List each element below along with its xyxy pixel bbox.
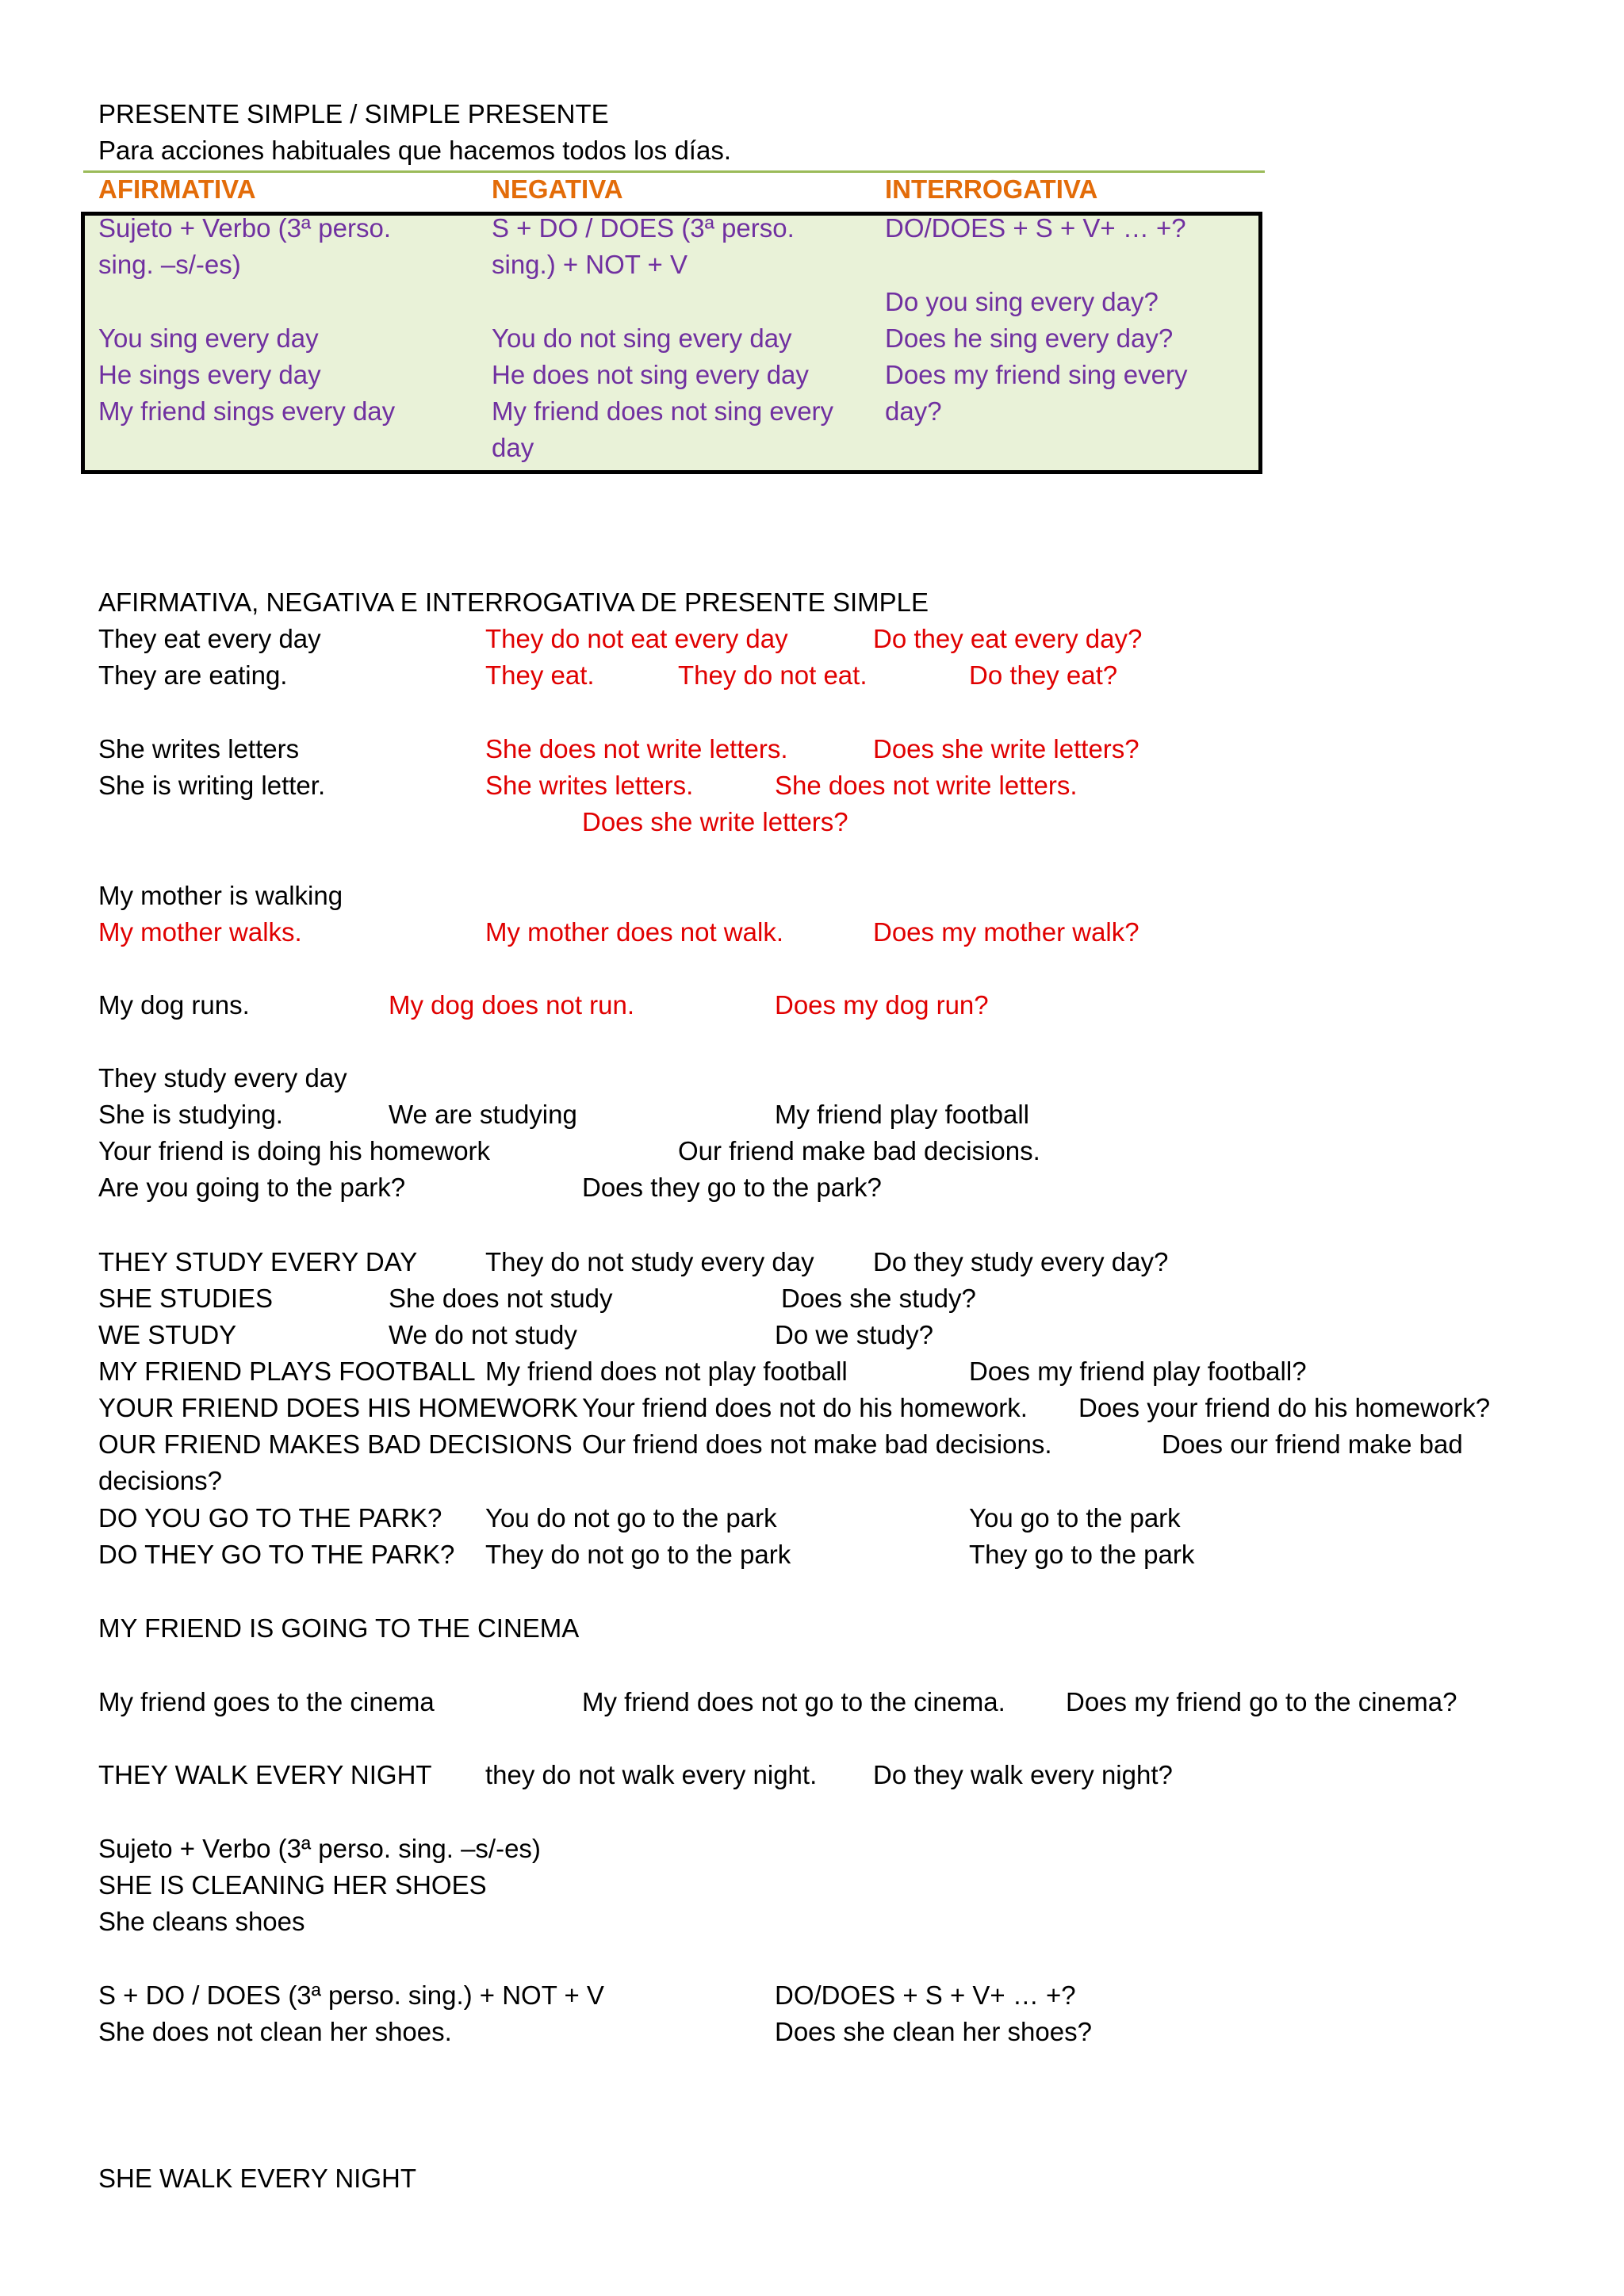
exercise-sentence: Does our friend make bad xyxy=(1162,1429,1463,1459)
exercise-sentence: Does your friend do his homework? xyxy=(1078,1393,1491,1422)
negativa-rule: S + DO / DOES (3ª perso. xyxy=(492,213,795,243)
exercise-sentence: SHE IS CLEANING HER SHOES xyxy=(98,1870,487,1900)
table-header-afirmativa: AFIRMATIVA xyxy=(98,174,256,204)
exercise-sentence: She is studying. xyxy=(98,1100,283,1129)
rule-text: DO/DOES + S + V+ … +? xyxy=(775,1980,1076,2010)
exercise-sentence: SHE WALK EVERY NIGHT xyxy=(98,2164,416,2193)
exercise-sentence: Do they walk every night? xyxy=(873,1760,1173,1789)
exercise-sentence: Your friend does not do his homework. xyxy=(582,1393,1028,1422)
exercise-sentence: She is writing letter. xyxy=(98,771,326,800)
exercise-answer: Do they eat every day? xyxy=(873,624,1143,653)
page-title: PRESENTE SIMPLE / SIMPLE PRESENTE xyxy=(98,99,609,128)
exercise-sentence: OUR FRIEND MAKES BAD DECISIONS xyxy=(98,1429,573,1459)
negativa-example: He does not sing every day xyxy=(492,360,809,389)
exercise-answer: She does not write letters. xyxy=(775,771,1078,800)
afirmativa-example: He sings every day xyxy=(98,360,321,389)
exercise-sentence: Your friend is doing his homework xyxy=(98,1136,491,1165)
exercise-sentence: They do not study every day xyxy=(485,1247,814,1276)
exercise-sentence: They eat every day xyxy=(98,624,321,653)
exercise-answer: They do not eat every day xyxy=(485,624,788,653)
exercise-sentence: THEY STUDY EVERY DAY xyxy=(98,1247,418,1276)
exercise-sentence: Are you going to the park? xyxy=(98,1173,406,1202)
interrogativa-example: Does he sing every day? xyxy=(885,323,1174,353)
exercise-sentence: You go to the park xyxy=(969,1503,1181,1533)
exercise-sentence: She cleans shoes xyxy=(98,1907,305,1936)
exercise-sentence: We do not study xyxy=(389,1320,577,1349)
exercise-sentence: She does not study xyxy=(389,1284,613,1313)
exercise-answer: Does she write letters? xyxy=(873,734,1139,763)
exercise-sentence: They go to the park xyxy=(969,1540,1195,1569)
exercise-answer: They eat. xyxy=(485,660,595,690)
exercise-sentence: She writes letters xyxy=(98,734,300,763)
exercise-sentence: We are studying xyxy=(389,1100,577,1129)
interrogativa-example: Does my friend sing every xyxy=(885,360,1188,389)
exercise-sentence: SHE STUDIES xyxy=(98,1284,274,1313)
interrogativa-example-cont: day? xyxy=(885,396,942,426)
exercise-sentence: They do not go to the park xyxy=(485,1540,791,1569)
exercise-answer: My mother walks. xyxy=(98,917,302,947)
rule-text: Sujeto + Verbo (3ª perso. sing. –s/-es) xyxy=(98,1834,541,1863)
afirmativa-example: You sing every day xyxy=(98,323,319,353)
afirmativa-example: My friend sings every day xyxy=(98,396,396,426)
exercise-sentence: MY FRIEND IS GOING TO THE CINEMA xyxy=(98,1613,580,1643)
exercise-answer: She writes letters. xyxy=(485,771,694,800)
exercise-sentence: My dog runs. xyxy=(98,990,250,1020)
exercise-sentence: She does not clean her shoes. xyxy=(98,2017,452,2046)
exercise-sentence: WE STUDY xyxy=(98,1320,237,1349)
afirmativa-rule: Sujeto + Verbo (3ª perso. xyxy=(98,213,392,243)
negativa-rule-cont: sing.) + NOT + V xyxy=(492,250,688,279)
exercise-sentence: they do not walk every night. xyxy=(485,1760,818,1789)
table-header-interrogativa: INTERROGATIVA xyxy=(885,174,1098,204)
exercise-sentence: THEY WALK EVERY NIGHT xyxy=(98,1760,432,1789)
exercise-answer: Does she write letters? xyxy=(582,807,848,836)
exercise-sentence: My friend play football xyxy=(775,1100,1029,1129)
exercise-answer: They do not eat. xyxy=(678,660,868,690)
section-heading: AFIRMATIVA, NEGATIVA E INTERROGATIVA DE PRESENTE SIMPLE xyxy=(98,587,929,617)
exercise-sentence: Does they go to the park? xyxy=(582,1173,882,1202)
exercise-sentence: My friend does not play football xyxy=(485,1357,848,1386)
exercise-sentence: Do we study? xyxy=(775,1320,933,1349)
exercise-sentence: DO THEY GO TO THE PARK? xyxy=(98,1540,455,1569)
exercise-sentence: My friend goes to the cinema xyxy=(98,1687,435,1716)
interrogativa-example: Do you sing every day? xyxy=(885,287,1159,316)
exercise-answer: Do they eat? xyxy=(969,660,1118,690)
exercise-sentence: DO YOU GO TO THE PARK? xyxy=(98,1503,442,1533)
exercise-sentence: They study every day xyxy=(98,1063,347,1093)
exercise-sentence: Does she clean her shoes? xyxy=(775,2017,1092,2046)
exercise-sentence: Our friend does not make bad decisions. xyxy=(582,1429,1052,1459)
interrogativa-rule: DO/DOES + S + V+ … +? xyxy=(885,213,1186,243)
negativa-example: You do not sing every day xyxy=(492,323,792,353)
table-header-negativa: NEGATIVA xyxy=(492,174,623,204)
exercise-sentence: MY FRIEND PLAYS FOOTBALL xyxy=(98,1357,476,1386)
exercise-sentence: YOUR FRIEND DOES HIS HOMEWORK xyxy=(98,1393,579,1422)
exercise-sentence: My friend does not go to the cinema. xyxy=(582,1687,1005,1716)
exercise-sentence: Does my friend play football? xyxy=(969,1357,1307,1386)
exercise-sentence: Does my friend go to the cinema? xyxy=(1066,1687,1457,1716)
exercise-sentence: Do they study every day? xyxy=(873,1247,1169,1276)
exercise-sentence: Does she study? xyxy=(781,1284,976,1313)
exercise-sentence: My mother is walking xyxy=(98,881,343,910)
exercise-sentence: You do not go to the park xyxy=(485,1503,777,1533)
negativa-example: My friend does not sing every xyxy=(492,396,834,426)
negativa-example-cont: day xyxy=(492,433,534,462)
exercise-answer: She does not write letters. xyxy=(485,734,788,763)
afirmativa-rule-cont: sing. –s/-es) xyxy=(98,250,241,279)
exercise-sentence: decisions? xyxy=(98,1466,222,1495)
exercise-answer: Does my dog run? xyxy=(775,990,989,1020)
page-subtitle: Para acciones habituales que hacemos todos los días. xyxy=(98,136,731,165)
exercise-answer: My mother does not walk. xyxy=(485,917,783,947)
exercise-sentence: Our friend make bad decisions. xyxy=(678,1136,1040,1165)
rule-text: S + DO / DOES (3ª perso. sing.) + NOT + V xyxy=(98,1980,604,2010)
exercise-sentence: They are eating. xyxy=(98,660,288,690)
exercise-answer: My dog does not run. xyxy=(389,990,635,1020)
exercise-answer: Does my mother walk? xyxy=(873,917,1139,947)
